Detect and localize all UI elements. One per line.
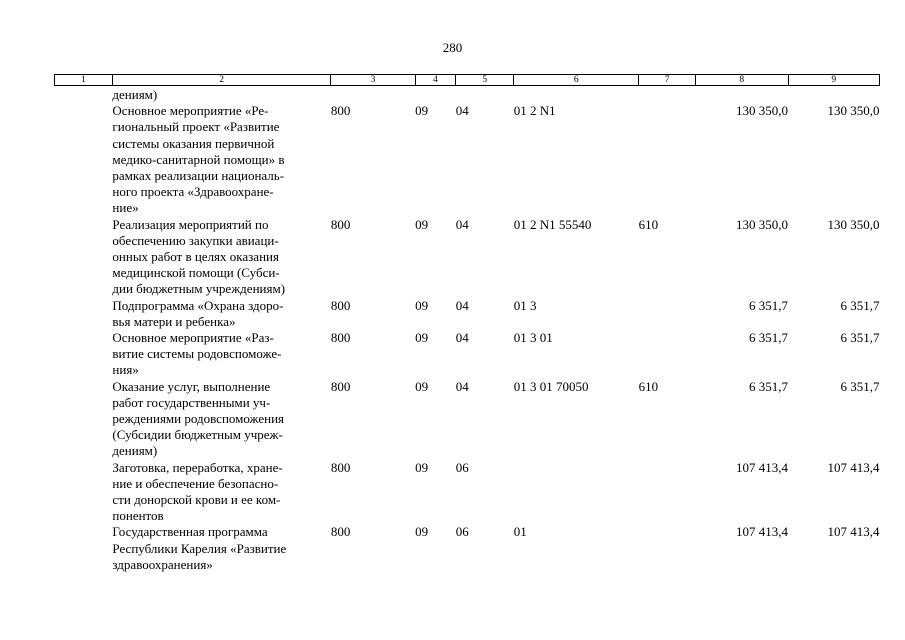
table-row	[55, 217, 880, 298]
section-code: 09	[415, 524, 429, 540]
column-header: 1	[55, 75, 113, 86]
amount-year-1: 6 351,7	[749, 330, 789, 346]
expense-type-code	[639, 103, 696, 216]
subsection-code: 04	[455, 297, 469, 313]
table-row	[55, 379, 880, 460]
subsection-code: 04	[455, 216, 469, 232]
column-header: 8	[696, 75, 788, 86]
column-header: 4	[415, 75, 456, 86]
section-code: 09	[415, 216, 429, 232]
table-row	[55, 103, 880, 216]
item-name: Заготовка, переработка, хране- ние и обеспечение безопасно- сти донорской крови и ее ком- понентов	[112, 459, 283, 524]
expense-type-code	[639, 86, 696, 104]
column-number-row	[55, 75, 880, 86]
column-header: 9	[788, 75, 879, 86]
empty-cell	[55, 217, 113, 298]
amount-year-1	[696, 86, 788, 104]
amount-year-1: 6 351,7	[749, 378, 789, 394]
subsection-code: 04	[455, 103, 469, 119]
section-code: 09	[415, 103, 429, 119]
ministry-code: 800	[330, 297, 351, 313]
empty-cell	[55, 86, 113, 104]
table-row	[55, 330, 880, 379]
ministry-code: 800	[330, 378, 351, 394]
amount-year-2: 6 351,7	[840, 378, 880, 394]
amount-year-2: 130 350,0	[827, 103, 880, 119]
subsection-code: 04	[455, 378, 469, 394]
ministry-code: 800	[330, 524, 351, 540]
item-name: Реализация мероприятий по обеспечению закупки авиаци- онных работ в целях оказания медицинской помощи (Субси- дии бюджетным учреждениям)	[112, 216, 286, 297]
amount-year-2	[788, 86, 879, 104]
amount-year-2: 6 351,7	[840, 330, 880, 346]
column-header: 6	[514, 75, 639, 86]
table-row	[55, 86, 880, 104]
empty-cell	[55, 330, 113, 379]
subsection-code: 04	[455, 330, 469, 346]
target-article-code: 01 2 N1	[513, 103, 556, 119]
expense-type-code	[639, 524, 696, 573]
empty-cell	[55, 460, 113, 525]
expense-type-code	[639, 298, 696, 330]
section-code: 09	[415, 459, 429, 475]
table-row	[55, 524, 880, 573]
empty-cell	[55, 103, 113, 216]
column-header: 3	[331, 75, 415, 86]
amount-year-1: 130 350,0	[736, 216, 789, 232]
ministry-code: 800	[330, 459, 351, 475]
expense-type-code	[639, 330, 696, 379]
amount-year-1: 107 413,4	[736, 459, 789, 475]
table-row	[55, 460, 880, 525]
ministry-code: 800	[330, 216, 351, 232]
expense-type-code: 610	[638, 216, 659, 232]
amount-year-1: 6 351,7	[749, 297, 789, 313]
table-body	[55, 86, 880, 574]
empty-cell	[55, 298, 113, 330]
column-header: 7	[639, 75, 696, 86]
section-code	[415, 86, 456, 104]
target-article-code: 01 3 01 70050	[513, 378, 589, 394]
item-name: Основное мероприятие «Раз- витие системы родовспоможе- ния»	[112, 330, 282, 378]
section-code: 09	[415, 297, 429, 313]
expense-type-code: 610	[638, 378, 659, 394]
item-name: Оказание услуг, выполнение работ государственными уч- реждениями родовспоможения (Субсидии бюджетным учреж- дениям)	[112, 378, 285, 459]
ministry-code	[331, 86, 415, 104]
ministry-code: 800	[330, 103, 351, 119]
target-article-code	[514, 460, 639, 525]
item-name: Подпрограмма «Охрана здоро- вья матери и ребенка»	[112, 297, 284, 329]
item-name: дениям)	[112, 87, 158, 102]
amount-year-1: 107 413,4	[736, 524, 789, 540]
empty-cell	[55, 524, 113, 573]
amount-year-2: 107 413,4	[827, 524, 880, 540]
table-row	[55, 298, 880, 330]
item-name: Государственная программа Республики Карелия «Развитие здравоохранения»	[112, 524, 287, 572]
section-code: 09	[415, 330, 429, 346]
target-article-code: 01 3	[513, 297, 537, 313]
item-name: Основное мероприятие «Ре- гиональный проект «Развитие системы оказания первичной медико-санитарной помощи» в рамках реализации националь- ного проекта «Здравоохране- ние»	[112, 103, 285, 216]
budget-table	[54, 74, 880, 573]
page-number: 280	[442, 40, 463, 55]
empty-cell	[55, 379, 113, 460]
amount-year-1: 130 350,0	[736, 103, 789, 119]
target-article-code: 01 2 N1 55540	[513, 216, 592, 232]
amount-year-2: 6 351,7	[840, 297, 880, 313]
target-article-code: 01	[513, 524, 527, 540]
subsection-code: 06	[455, 459, 469, 475]
amount-year-2: 107 413,4	[827, 459, 880, 475]
expense-type-code	[639, 460, 696, 525]
column-header: 5	[456, 75, 514, 86]
subsection-code: 06	[455, 524, 469, 540]
ministry-code: 800	[330, 330, 351, 346]
target-article-code	[514, 86, 639, 104]
amount-year-2: 130 350,0	[827, 216, 880, 232]
subsection-code	[456, 86, 514, 104]
section-code: 09	[415, 378, 429, 394]
column-header: 2	[112, 75, 330, 86]
target-article-code: 01 3 01	[513, 330, 553, 346]
